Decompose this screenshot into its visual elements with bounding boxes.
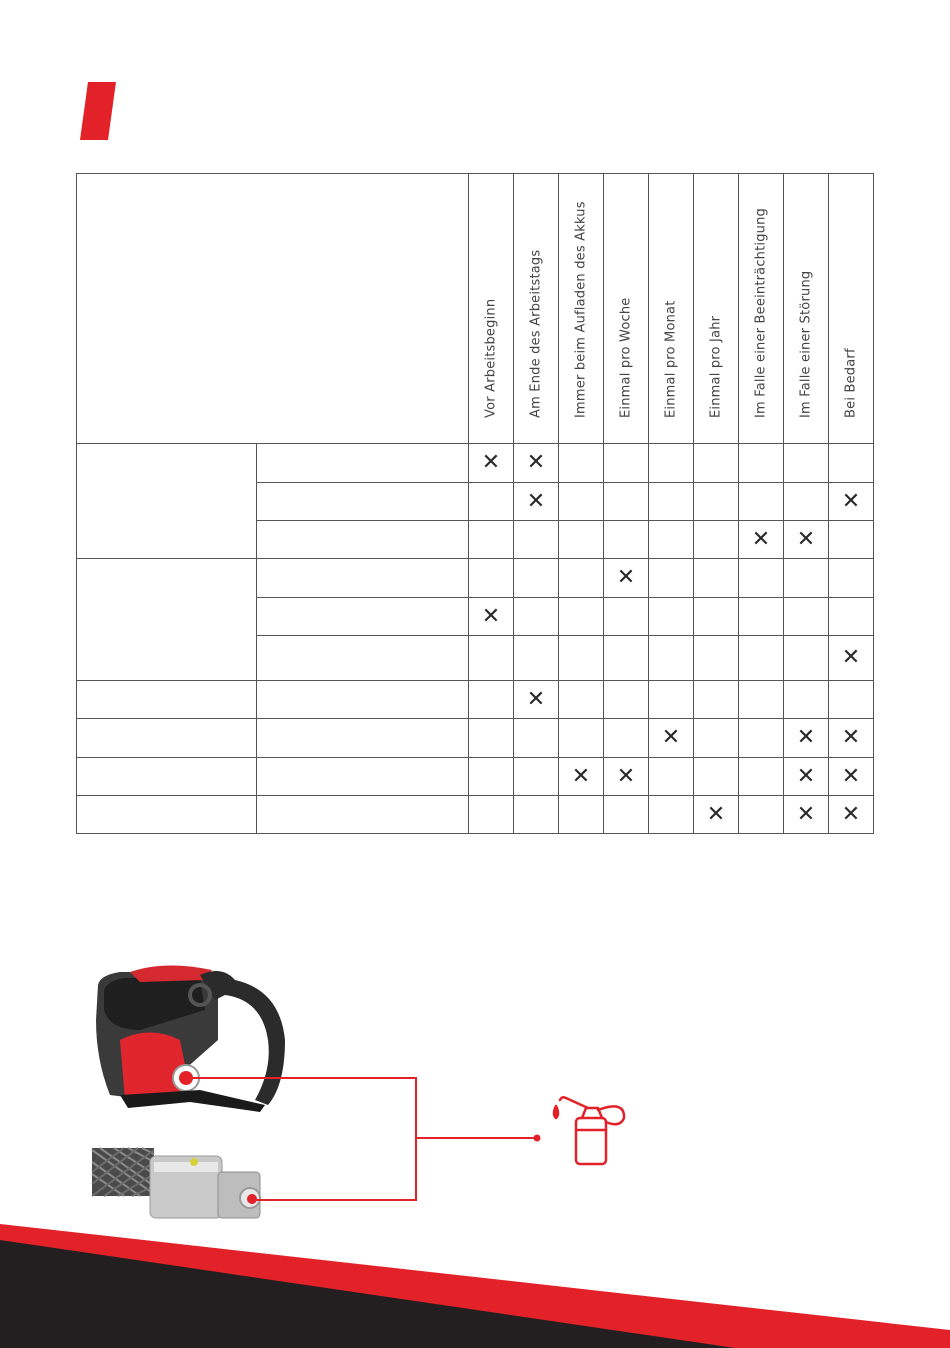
check-x-mark: ✕ <box>616 763 636 789</box>
check-x-mark: ✕ <box>571 763 591 789</box>
oil-can-icon <box>554 1097 624 1164</box>
check-x-mark: ✕ <box>706 801 726 827</box>
check-x-mark: ✕ <box>841 801 861 827</box>
check-x-mark: ✕ <box>796 526 816 552</box>
check-x-mark: ✕ <box>481 450 501 475</box>
check-x-mark: ✕ <box>796 763 816 789</box>
check-x-mark: ✕ <box>841 725 861 750</box>
column-header: Im Falle einer Störung <box>784 174 829 444</box>
check-x-mark: ✕ <box>526 488 546 514</box>
check-x-mark: ✕ <box>751 526 771 552</box>
check-x-mark: ✕ <box>841 763 861 789</box>
tool-handle-illustration <box>96 965 285 1112</box>
check-x-mark: ✕ <box>481 603 501 629</box>
column-header: Im Falle einer Beeinträchtigung <box>739 174 784 444</box>
check-x-mark: ✕ <box>526 686 546 712</box>
check-x-mark: ✕ <box>841 488 861 514</box>
check-x-mark: ✕ <box>796 725 816 750</box>
column-header: Bei Bedarf <box>829 174 874 444</box>
check-x-mark: ✕ <box>616 565 636 590</box>
check-x-mark: ✕ <box>796 801 816 827</box>
hydraulic-hose-coupling-illustration <box>92 1148 260 1218</box>
column-header: Einmal pro Woche <box>604 174 649 444</box>
check-x-mark: ✕ <box>661 725 681 750</box>
check-x-mark: ✕ <box>841 645 861 670</box>
check-x-mark: ✕ <box>526 450 546 475</box>
column-header: Einmal pro Jahr <box>694 174 739 444</box>
column-header: Vor Arbeitsbeginn <box>469 174 514 444</box>
column-header: Am Ende des Arbeitstags <box>514 174 559 444</box>
footer-band <box>0 1224 950 1348</box>
column-header: Einmal pro Monat <box>649 174 694 444</box>
column-header: Immer beim Aufladen des Akkus <box>559 174 604 444</box>
